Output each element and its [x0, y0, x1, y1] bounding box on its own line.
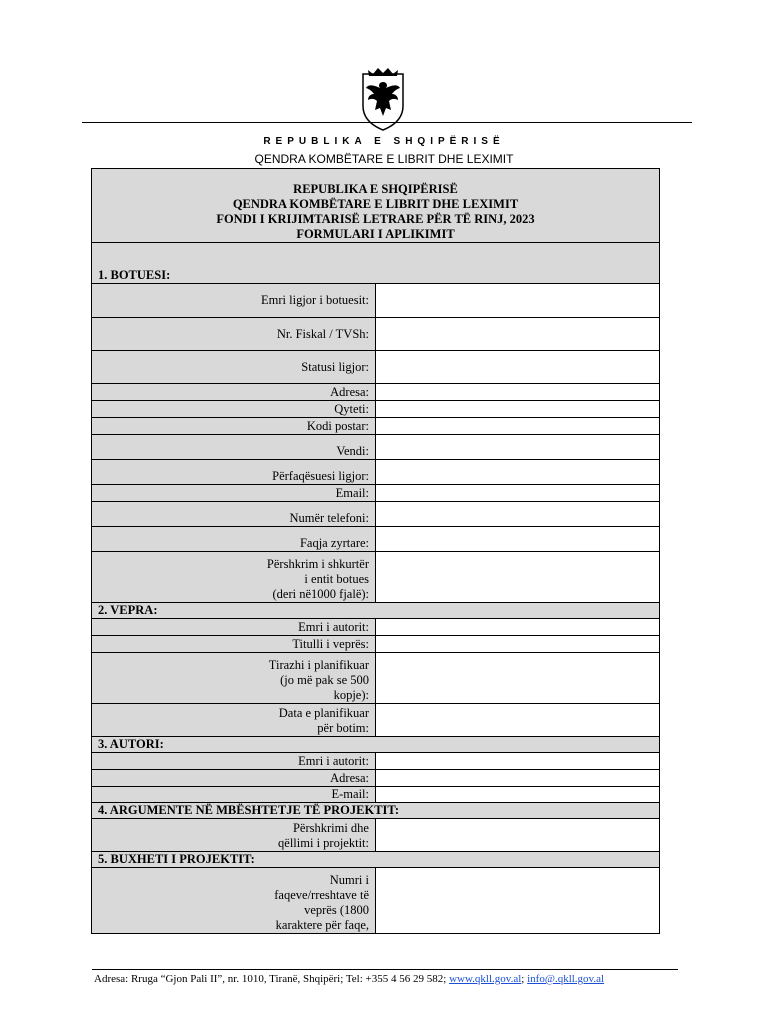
email-input[interactable] [376, 485, 660, 502]
form-title-line: QENDRA KOMBËTARE E LIBRIT DHE LEXIMIT [232, 197, 519, 211]
form-title-line: FORMULARI I APLIKIMIT [296, 227, 455, 241]
field-label-multiline [92, 819, 376, 852]
pershkrimi-projektit-input[interactable] [376, 819, 660, 852]
section-heading-botuesi: 1. BOTUESI: [92, 243, 660, 284]
telefoni-input[interactable] [376, 502, 660, 527]
email-link[interactable]: info@.qkll.gov.al [527, 973, 605, 985]
field-label-line: kopje): [333, 688, 369, 702]
statusi-ligjor-input[interactable] [376, 351, 660, 384]
vendi-input[interactable] [376, 435, 660, 460]
field-label-line: Përshkrimi dhe [292, 821, 369, 835]
field-label-line: veprës (1800 [304, 903, 369, 917]
country-name: REPUBLIKA E SHQIPËRISË [263, 136, 505, 147]
field-label-line: karaktere për faqe, [275, 918, 369, 932]
field-label: Kodi postar: [92, 418, 376, 435]
footer-address: Adresa: Rruga “Gjon Pali II”, nr. 1010, Tiranë, Shqipëri; Tel: +355 4 56 29 582; [94, 973, 447, 985]
field-label-multiline [92, 653, 376, 704]
header-rule [82, 122, 692, 123]
tirazhi-input[interactable] [376, 653, 660, 704]
field-label: Qyteti: [92, 401, 376, 418]
adresa-input[interactable] [376, 384, 660, 401]
field-label: Emri i autorit: [92, 753, 376, 770]
footer [94, 973, 604, 985]
data-botimit-input[interactable] [376, 704, 660, 737]
section-heading-vepra: 2. VEPRA: [92, 603, 660, 619]
perfaqesuesi-input[interactable] [376, 460, 660, 485]
nr-fiskal-input[interactable] [376, 318, 660, 351]
vepra-emri-autorit-input[interactable] [376, 619, 660, 636]
institution-name: QENDRA KOMBËTARE E LIBRIT DHE LEXIMIT [254, 152, 514, 166]
field-label: Numër telefoni: [92, 502, 376, 527]
field-label: Email: [92, 485, 376, 502]
field-label-line: Tirazhi i planifikuar [268, 658, 369, 672]
autori-emri-input[interactable] [376, 753, 660, 770]
field-label-line: Përshkrim i shkurtër [266, 557, 369, 571]
pershkrim-input[interactable] [376, 552, 660, 603]
field-label: Adresa: [92, 384, 376, 401]
field-label-line: i entit botues [304, 572, 369, 586]
numri-faqeve-input[interactable] [376, 868, 660, 934]
section-heading-autori: 3. AUTORI: [92, 737, 660, 753]
field-label: Faqja zyrtare: [92, 527, 376, 552]
titulli-vepres-input[interactable] [376, 636, 660, 653]
field-label-line: Numri i [329, 873, 369, 887]
field-label: Vendi: [92, 435, 376, 460]
field-label-multiline [92, 552, 376, 603]
field-label: Adresa: [92, 770, 376, 787]
field-label-line: faqeve/rreshtave të [274, 888, 369, 902]
field-label-line: qëllimi i projektit: [278, 836, 369, 850]
form-title-cell [92, 169, 660, 243]
website-link[interactable]: www.qkll.gov.al [449, 973, 522, 985]
field-label: Statusi ligjor: [92, 351, 376, 384]
field-label-multiline [92, 704, 376, 737]
section-heading-buxheti: 5. BUXHETI I PROJEKTIT: [92, 852, 660, 868]
autori-adresa-input[interactable] [376, 770, 660, 787]
field-label-line: (deri në1000 fjalë): [272, 587, 369, 601]
qyteti-input[interactable] [376, 401, 660, 418]
section-heading-argumente: 4. ARGUMENTE NË MBËSHTETJE TË PROJEKTIT: [92, 803, 660, 819]
kodi-postar-input[interactable] [376, 418, 660, 435]
field-label-line: (jo më pak se 500 [280, 673, 369, 687]
field-label: Emri ligjor i botuesit: [92, 284, 376, 318]
field-label: Emri i autorit: [92, 619, 376, 636]
footer-rule [92, 969, 678, 970]
footer-separator: ; [521, 973, 525, 985]
field-label: Nr. Fiskal / TVSh: [92, 318, 376, 351]
faqja-zyrtare-input[interactable] [376, 527, 660, 552]
field-label: Titulli i veprës: [92, 636, 376, 653]
emri-ligjor-input[interactable] [376, 284, 660, 318]
application-form-table [91, 168, 660, 934]
form-title-line: REPUBLIKA E SHQIPËRISË [293, 182, 458, 196]
autori-email-input[interactable] [376, 787, 660, 803]
field-label-line: Data e planifikuar [278, 706, 369, 720]
field-label: E-mail: [92, 787, 376, 803]
field-label-multiline [92, 868, 376, 934]
form-title-line: FONDI I KRIJIMTARISË LETRARE PËR TË RINJ, 2023 [216, 212, 535, 226]
field-label: Përfaqësuesi ligjor: [92, 460, 376, 485]
field-label-line: për botim: [317, 721, 369, 735]
